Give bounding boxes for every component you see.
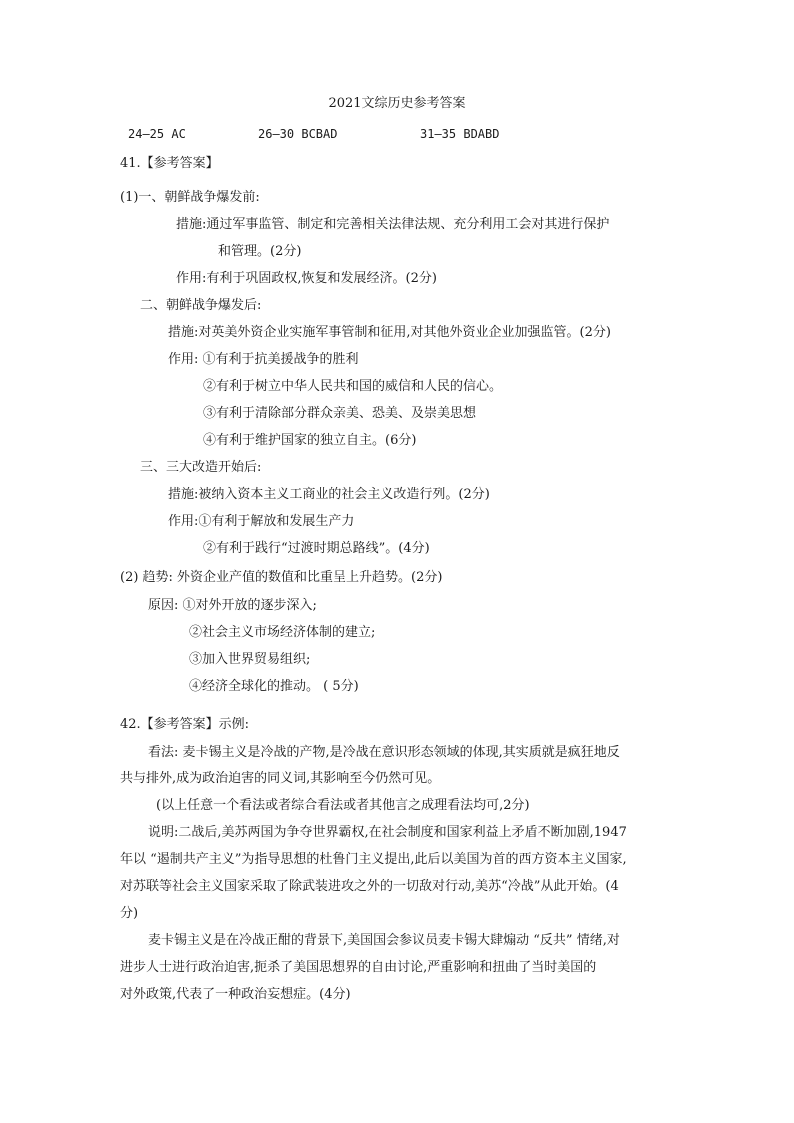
- q41-part2-effect-4: ④有利于维护国家的独立自主。(6分): [203, 433, 417, 448]
- q41-part1-measure-line2: 和管理。(2分): [218, 244, 302, 259]
- q41-part2-heading: 二、朝鲜战争爆发后:: [140, 298, 262, 313]
- q41-part2-effect-3: ③有利于清除部分群众亲美、恐美、及崇美思想: [203, 406, 477, 421]
- q42-view-line2: 共与排外,成为政治迫害的同义词,其影响至今仍然可见。: [120, 771, 441, 786]
- q41-part3-effect-1: 作用:①有利于解放和发展生产力: [168, 514, 355, 529]
- q41-part2-effect-2: ②有利于树立中华人民共和国的威信和人民的信心。: [203, 379, 503, 394]
- choice-answers-2: 26—30 BCBAD: [258, 127, 338, 141]
- q42-paragraph2-line3: 对外政策,代表了一种政治妄想症。(4分): [120, 987, 351, 1002]
- q41-part3-measure: 措施:被纳入资本主义工商业的社会主义改造行列。(2分): [168, 487, 490, 502]
- q41-reason-4: ④经济全球化的推动。 ( 5分): [189, 679, 359, 694]
- q41-part1-measure-line1: 措施:通过军事监管、制定和完善相关法律法规、充分利用工会对其进行保护: [176, 217, 610, 232]
- q41-part2-effect-1: 作用: ①有利于抗美援战争的胜利: [168, 352, 359, 367]
- q41-part3-effect-2: ②有利于践行“过渡时期总路线”。(4分): [203, 541, 430, 556]
- q41-reason-2: ②社会主义市场经济体制的建立;: [189, 625, 376, 640]
- q41-reason-3: ③加入世界贸易组织;: [189, 652, 311, 667]
- q42-explain-line2: 年以 “遏制共产主义”为指导思想的杜鲁门主义提出,此后以美国为首的西方资本主义国家,: [120, 852, 627, 867]
- q42-explain-line3: 对苏联等社会主义国家采取了除武装进攻之外的一切敌对行动,美苏“冷战”从此开始。(4: [120, 879, 619, 894]
- q42-explain-line1: 说明:二战后,美苏两国为争夺世界霸权,在社会制度和国家利益上矛盾不断加剧,1947: [148, 825, 627, 840]
- q42-view-line1: 看法: 麦卡锡主义是冷战的产物,是冷战在意识形态领域的体现,其实质就是疯狂地反: [148, 745, 620, 760]
- q41-header: 41.【参考答案】: [120, 156, 219, 171]
- q41-part3-heading: 三、三大改造开始后:: [140, 460, 262, 475]
- q42-explain-line4: 分): [120, 906, 139, 921]
- q41-reason-1: 原因: ①对外开放的逐步深入;: [148, 598, 317, 613]
- q42-header: 42.【参考答案】示例:: [120, 717, 250, 732]
- document-title: 2021文综历史参考答案: [328, 96, 466, 111]
- q41-part1-effect: 作用:有利于巩固政权,恢复和发展经济。(2分): [176, 271, 437, 286]
- q41-part2-measure: 措施:对英美外资企业实施军事管制和征用,对其他外资业企业加强监管。(2分): [168, 325, 611, 340]
- choice-answers-1: 24—25 AC: [128, 127, 186, 141]
- q42-paragraph2-line1: 麦卡锡主义是在冷战正酣的背景下,美国国会参议员麦卡锡大肆煽动 “反共” 情绪,对: [148, 933, 620, 948]
- q41-part1-heading: (1)一、朝鲜战争爆发前:: [120, 190, 260, 205]
- q42-paragraph2-line2: 进步人士进行政治迫害,扼杀了美国思想界的自由讨论,严重影响和扭曲了当时美国的: [120, 960, 597, 975]
- choice-answers-3: 31—35 BDABD: [420, 127, 500, 141]
- q41-trend: (2) 趋势: 外资企业产值的数值和比重呈上升趋势。(2分): [120, 570, 443, 585]
- q42-note: (以上任意一个看法或者综合看法或者其他言之成理看法均可,2分): [156, 798, 530, 813]
